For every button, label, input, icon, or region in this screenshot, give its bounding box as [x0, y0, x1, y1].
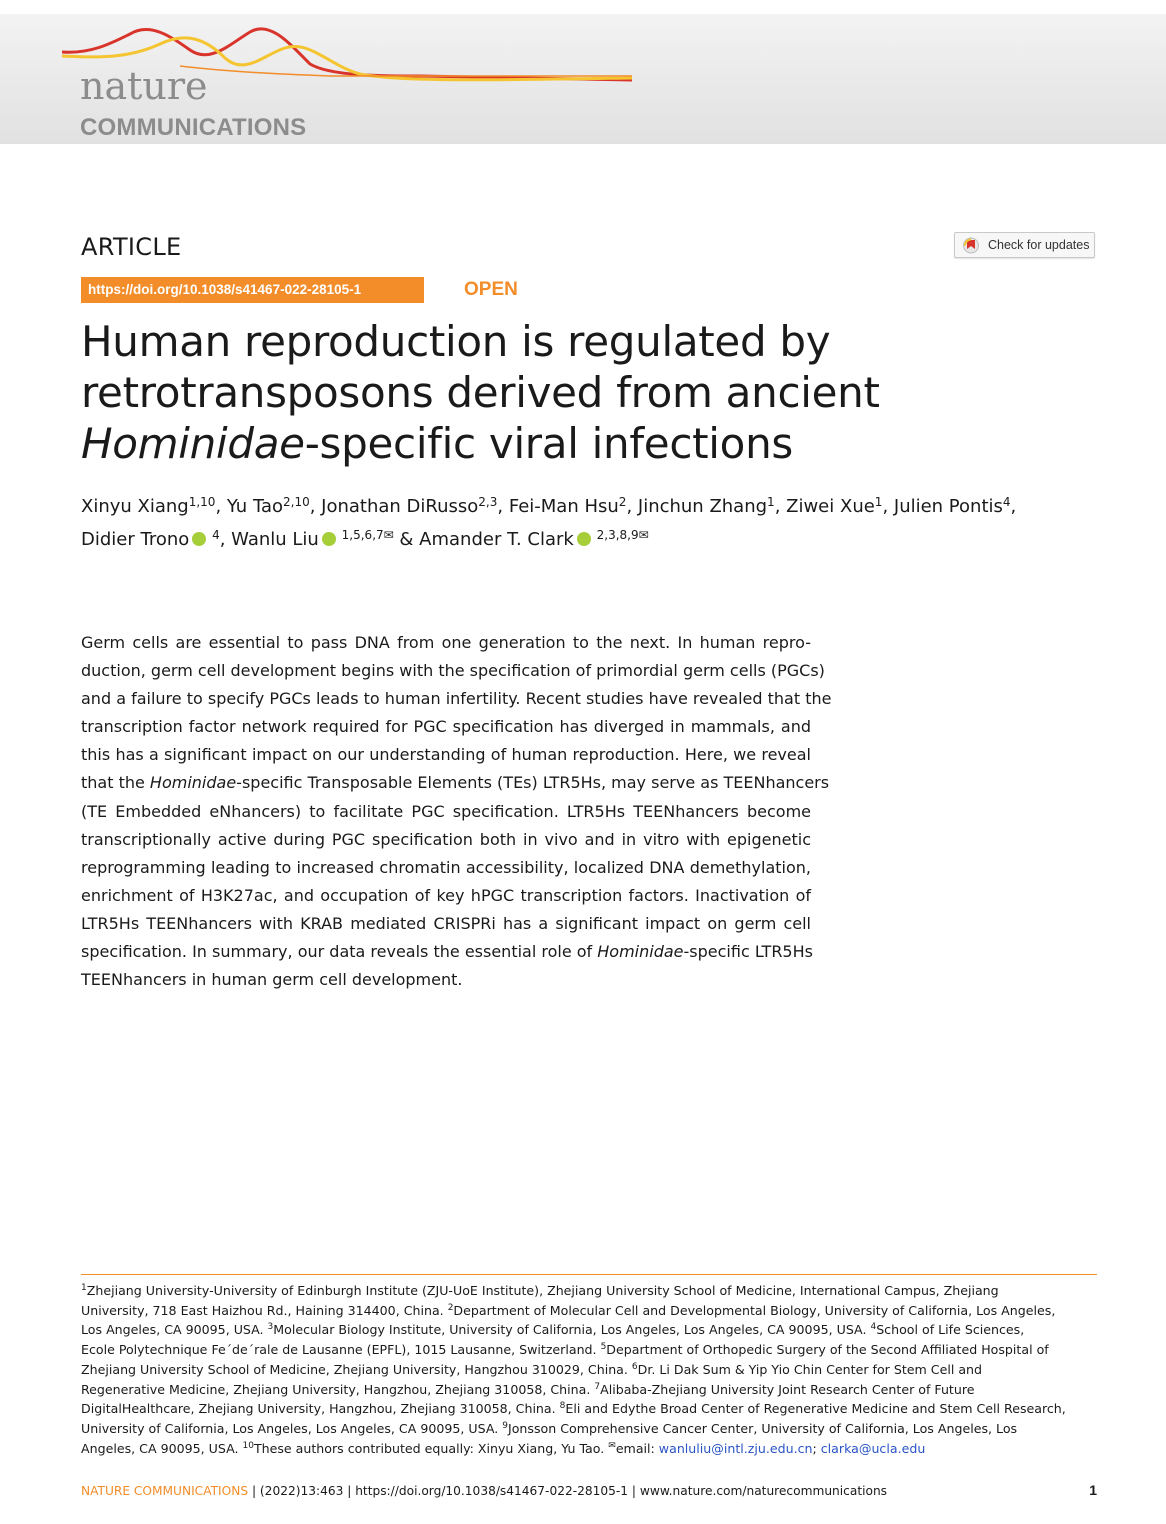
doi-badge[interactable] — [81, 277, 424, 303]
affiliation-line — [81, 1340, 1101, 1360]
author-affiliation-sup: 4 — [1002, 495, 1011, 509]
check-for-updates-button[interactable] — [954, 232, 1095, 258]
affiliation-sup: 6 — [631, 1361, 638, 1372]
affiliation-line — [81, 1380, 1101, 1400]
author-affiliation-sup: 2,10 — [283, 495, 310, 509]
abstract-text: -specific LTR5Hs — [683, 942, 813, 962]
affiliation-text: Department of Orthopedic Surgery of the Second Affiliated Hospital of — [606, 1342, 1049, 1358]
email-link-clark[interactable]: clarka@ucla.edu — [820, 1440, 926, 1456]
affiliation-text: Zhejiang University School of Medicine, Zhejiang University, Hangzhou 310029, China. — [81, 1361, 632, 1377]
affiliation-sup: 3 — [267, 1322, 274, 1333]
page-number: 1 — [1089, 1482, 1097, 1498]
affiliation-sup: 1 — [81, 1283, 87, 1293]
author-name[interactable]: , Jonathan DiRusso — [309, 496, 479, 517]
orcid-icon[interactable] — [577, 532, 591, 546]
affiliation-text: DigitalHealthcare, Zhejiang University, Hangzhou, Zhejiang 310058, China. — [81, 1401, 560, 1417]
author-line-1 — [81, 490, 1101, 523]
affiliation-text: School of Life Sciences, — [876, 1322, 1025, 1338]
author-name[interactable]: , Yu Tao — [215, 496, 283, 517]
author-name[interactable]: , Fei-Man Hsu — [497, 496, 619, 517]
affiliation-text: Eli and Edythe Broad Center of Regenerative Medicine and Stem Cell Research, — [565, 1401, 1066, 1417]
affiliation-text: Molecular Biology Institute, University of California, Los Angeles, Los Angeles, CA 90095, USA. — [273, 1322, 871, 1338]
title-line-3-rest: -specific viral infections — [304, 419, 793, 468]
affiliation-text: Angeles, CA 90095, USA. — [81, 1440, 243, 1456]
author-affiliation-sup: 1,10 — [188, 495, 216, 509]
affiliation-line — [81, 1320, 1101, 1340]
email-link-liu[interactable]: wanluliu@intl.zju.edu.cn — [658, 1440, 813, 1456]
author-affiliation-sup: 2 — [618, 495, 627, 509]
affiliations-divider — [81, 1274, 1097, 1275]
affiliation-sup: 2 — [447, 1302, 454, 1313]
abstract — [81, 629, 832, 994]
page-footer — [81, 1484, 1097, 1498]
affiliation-line — [81, 1419, 1101, 1439]
abstract-text: that the — [81, 773, 150, 793]
abstract-line: reprogramming leading to increased chromatin accessibility, localized DNA demethylation, — [81, 857, 811, 877]
affiliation-text: Dr. Li Dak Sum & Yip Yio Chin Center for Stem Cell and — [637, 1361, 983, 1377]
abstract-text: specification. In summary, our data reveals the essential role of — [81, 942, 598, 962]
author-name[interactable]: , Ziwei Xue — [774, 496, 875, 517]
affiliation-text: Jonsson Comprehensive Cancer Center, University of California, Los Angeles, Los — [507, 1420, 1018, 1436]
author-list — [81, 490, 1101, 556]
author-name[interactable]: , Wanlu Liu — [219, 529, 319, 550]
affiliation-text: Regenerative Medicine, Zhejiang University, Hangzhou, Zhejiang 310058, China. — [81, 1381, 595, 1397]
journal-banner — [0, 14, 1166, 144]
title-line-1: Human reproduction is regulated by — [81, 317, 831, 366]
abstract-line: transcriptionally active during PGC specification both in vivo and in vitro with epigenetic — [81, 829, 811, 849]
orcid-icon[interactable] — [192, 532, 206, 546]
article-type-label: ARTICLE — [81, 233, 182, 261]
author-separator: , — [1010, 496, 1017, 517]
envelope-icon: ✉ — [608, 1440, 616, 1451]
check-for-updates-label: Check for updates — [988, 238, 1090, 252]
footer-journal-name[interactable]: NATURE COMMUNICATIONS — [81, 1484, 249, 1498]
affiliation-text: University, 718 East Haizhou Rd., Haining 314400, China. — [81, 1302, 448, 1318]
affiliation-line — [81, 1399, 1101, 1419]
abstract-line: Germ cells are essential to pass DNA from one generation to the next. In human repro- — [81, 633, 811, 652]
affiliation-text: Los Angeles, CA 90095, USA. — [81, 1322, 268, 1338]
open-access-label: OPEN — [464, 279, 518, 300]
author-affiliation-sup: 1,5,6,7✉ — [337, 528, 394, 542]
author-affiliation-sup: 4 — [208, 528, 220, 542]
affiliation-sup: 9 — [502, 1420, 508, 1431]
email-separator: ; — [812, 1440, 821, 1456]
author-line-2 — [81, 523, 1101, 556]
doi-link[interactable]: https://doi.org/10.1038/s41467-022-28105-1 — [88, 282, 362, 297]
abstract-italic-term: Hominidae — [149, 773, 237, 793]
abstract-line: TEENhancers in human germ cell development. — [81, 970, 463, 990]
affiliation-line — [81, 1301, 1101, 1321]
affiliation-sup: 7 — [594, 1381, 601, 1392]
title-line-3 — [81, 418, 1081, 469]
footer-citation: | (2022)13:463 | https://doi.org/10.1038/s41467-022-28105-1 | www.nature.com/naturecommunications — [248, 1484, 888, 1498]
affiliation-sup: 10 — [242, 1440, 254, 1451]
abstract-line: enrichment of H3K27ac, and occupation of key hPGC transcription factors. Inactivation of — [81, 885, 811, 905]
abstract-line — [81, 938, 811, 966]
author-affiliation-sup: 2,3,8,9✉ — [592, 528, 649, 542]
affiliation-sup: 5 — [600, 1342, 607, 1353]
article-title — [81, 316, 1081, 469]
abstract-line: transcription factor network required for PGC specification has diverged in mammals, and — [81, 717, 811, 737]
affiliation-text: Department of Molecular Cell and Developmental Biology, University of California, Los Angeles, — [453, 1302, 1056, 1318]
title-italic-term: Hominidae — [81, 419, 305, 468]
author-name[interactable]: Didier Trono — [81, 529, 190, 550]
affiliation-text: Zhejiang University-University of Edinburgh Institute (ZJU-UoE Institute), Zhejiang University School of Medicine, International Campus, Zhejiang — [86, 1283, 999, 1298]
affiliation-line — [81, 1281, 1101, 1301]
abstract-line: LTR5Hs TEENhancers with KRAB mediated CRISPRi has a significant impact on germ cell — [81, 913, 811, 933]
author-affiliation-sup: 2,3 — [478, 495, 498, 509]
affiliation-line — [81, 1439, 1101, 1459]
logo-communications-text: COMMUNICATIONS — [80, 114, 307, 141]
abstract-line — [81, 769, 830, 797]
author-name[interactable]: Xinyu Xiang — [81, 496, 189, 517]
affiliations — [81, 1281, 1101, 1458]
affiliation-line — [81, 1360, 1101, 1380]
affiliation-text: These authors contributed equally: Xinyu Xiang, Yu Tao. — [253, 1440, 609, 1456]
author-affiliation-sup: 1 — [767, 495, 775, 509]
crossmark-icon — [961, 237, 981, 254]
author-name[interactable]: , Jinchun Zhang — [626, 496, 768, 517]
affiliation-text: University of California, Los Angeles, Los Angeles, CA 90095, USA. — [81, 1420, 503, 1436]
abstract-text: -specific Transposable Elements (TEs) LTR5Hs, may serve as TEENhancers — [236, 773, 830, 793]
author-name[interactable]: , Julien Pontis — [882, 496, 1003, 517]
affiliation-text: Ecole Polytechnique Fe´de´rale de Lausanne (EPFL), 1015 Lausanne, Switzerland. — [81, 1342, 601, 1358]
affiliation-sup: 4 — [870, 1322, 877, 1333]
affiliation-text: email: — [615, 1440, 659, 1456]
abstract-line: (TE Embedded eNhancers) to facilitate PGC specification. LTR5Hs TEENhancers become — [81, 801, 811, 821]
title-line-2: retrotransposons derived from ancient — [81, 368, 880, 417]
affiliation-sup: 8 — [559, 1401, 566, 1412]
logo-nature-text: nature — [80, 64, 208, 108]
author-affiliation-sup: 1 — [874, 495, 883, 509]
orcid-icon[interactable] — [322, 532, 336, 546]
abstract-italic-term: Hominidae — [597, 942, 684, 962]
abstract-line: duction, germ cell development begins with the specification of primordial germ cells (PGCs) — [81, 661, 825, 681]
abstract-line: this has a significant impact on our understanding of human reproduction. Here, we reveal — [81, 745, 811, 765]
affiliation-text: Alibaba-Zhejiang University Joint Research Center of Future — [600, 1381, 975, 1397]
author-name[interactable]: & Amander T. Clark — [393, 529, 574, 550]
abstract-line: and a failure to specify PGCs leads to human infertility. Recent studies have revealed that the — [81, 689, 832, 709]
